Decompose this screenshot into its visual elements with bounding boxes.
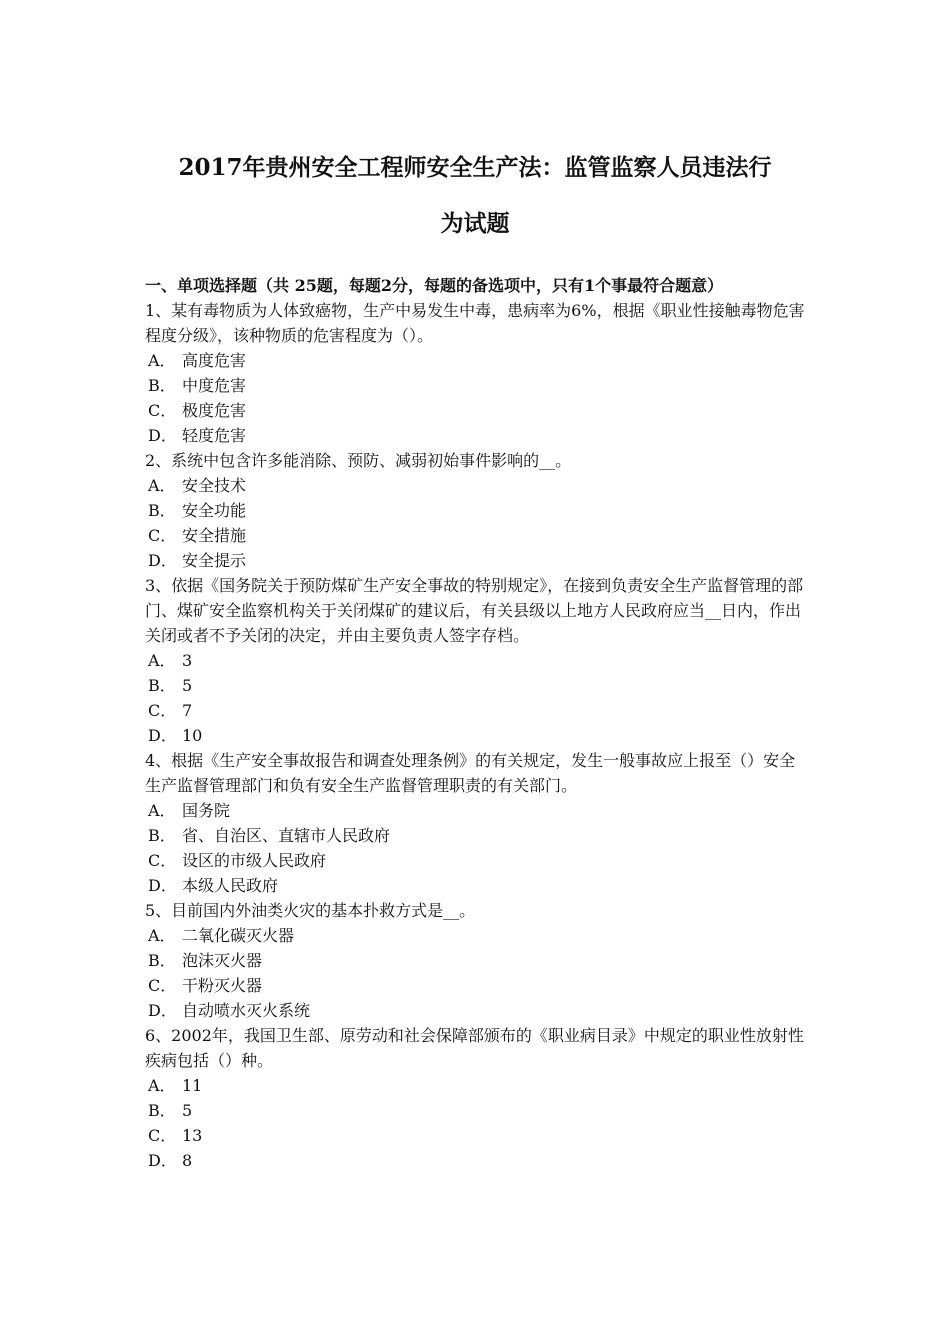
option-letter: C． [148,976,177,995]
option-letter: B． [148,676,176,695]
option-letter: A． [148,351,176,370]
option-item [148,698,810,723]
section-heading: 一、单项选择题（共 25题，每题2分，每题的备选项中，只有1个事最符合题意） [145,276,724,295]
question-text: 5、目前国内外油类火灾的基本扑救方式是__。 [145,901,476,920]
option-letter: B． [148,376,176,395]
option-item [148,798,810,823]
option-item [148,1073,810,1098]
option-item [148,1148,810,1173]
question-block [145,298,810,448]
question-text: 6、2002年，我国卫生部、原劳动和社会保障部颁布的《职业病目录》中规定的职业性放射性疾病包括（）种。 [145,1026,804,1070]
title-line-2: 为试题 [440,210,510,237]
option-text: 本级人民政府 [182,876,279,895]
option-item [148,923,810,948]
option-text: 8 [182,1151,193,1170]
option-letter: C． [148,526,177,545]
option-letter: A． [148,651,176,670]
question-text: 1、某有毒物质为人体致癌物，生产中易发生中毒，患病率为6%，根据《职业性接触毒物危害程度分级》，该种物质的危害程度为（）。 [145,301,805,345]
question-block [145,748,810,898]
option-item [148,348,810,373]
option-item [148,673,810,698]
option-item [148,423,810,448]
option-text: 13 [182,1126,203,1145]
option-text: 7 [182,701,193,720]
option-letter: D． [148,1151,177,1170]
question-block [145,573,810,748]
option-letter: B． [148,951,176,970]
option-item [148,373,810,398]
option-text: 自动喷水灭火系统 [182,1001,311,1020]
option-item [148,998,810,1023]
option-item [148,498,810,523]
option-text: 中度危害 [182,376,247,395]
option-letter: B． [148,1101,176,1120]
option-item [148,1098,810,1123]
option-item [148,473,810,498]
option-item [148,723,810,748]
option-text: 省、自治区、直辖市人民政府 [182,826,391,845]
document-body [145,273,810,1173]
option-item [148,848,810,873]
option-item [148,648,810,673]
question-block [145,1023,810,1173]
option-text: 轻度危害 [182,426,247,445]
option-letter: C． [148,1126,177,1145]
option-item [148,1123,810,1148]
option-letter: A． [148,801,176,820]
option-text: 安全技术 [182,476,247,495]
question-text: 3、依据《国务院关于预防煤矿生产安全事故的特别规定》，在接到负责安全生产监督管理的部门、煤矿安全监察机构关于关闭煤矿的建议后，有关县级以上地方人民政府应当__日内，作出关闭或者不予关闭的决定，并由主要负责人签字存档。 [145,576,804,645]
option-text: 高度危害 [182,351,247,370]
question-text: 2、系统中包含许多能消除、预防、减弱初始事件影响的__。 [145,451,572,470]
question-block [145,448,810,573]
option-text: 11 [182,1076,203,1095]
option-text: 安全措施 [182,526,247,545]
title-line-1: 2017年贵州安全工程师安全生产法：监管监察人员违法行 [178,154,772,181]
option-item [148,873,810,898]
option-letter: D． [148,426,177,445]
option-text: 国务院 [182,801,231,820]
option-letter: D． [148,551,177,570]
option-item [148,398,810,423]
option-text: 极度危害 [182,401,247,420]
option-letter: C． [148,401,177,420]
option-text: 安全功能 [182,501,247,520]
option-text: 二氧化碳灭火器 [182,926,295,945]
question-text: 4、根据《生产安全事故报告和调查处理条例》的有关规定，发生一般事故应上报至（）安全生产监督管理部门和负有安全生产监督管理职责的有关部门。 [145,751,796,795]
question-block [145,898,810,1023]
option-item [148,823,810,848]
option-letter: D． [148,876,177,895]
option-text: 干粉灭火器 [182,976,263,995]
option-item [148,548,810,573]
option-letter: C． [148,701,177,720]
option-letter: B． [148,501,176,520]
document-title [120,140,830,252]
option-letter: D． [148,1001,177,1020]
option-letter: A． [148,1076,176,1095]
option-text: 5 [182,676,193,695]
option-text: 安全提示 [182,551,247,570]
option-text: 10 [182,726,203,745]
option-item [148,948,810,973]
option-letter: B． [148,826,176,845]
option-letter: D． [148,726,177,745]
option-text: 设区的市级人民政府 [182,851,327,870]
option-letter: A． [148,926,176,945]
option-text: 5 [182,1101,193,1120]
option-item [148,523,810,548]
option-item [148,973,810,998]
option-text: 3 [182,651,193,670]
option-letter: C． [148,851,177,870]
option-letter: A． [148,476,176,495]
option-text: 泡沫灭火器 [182,951,263,970]
